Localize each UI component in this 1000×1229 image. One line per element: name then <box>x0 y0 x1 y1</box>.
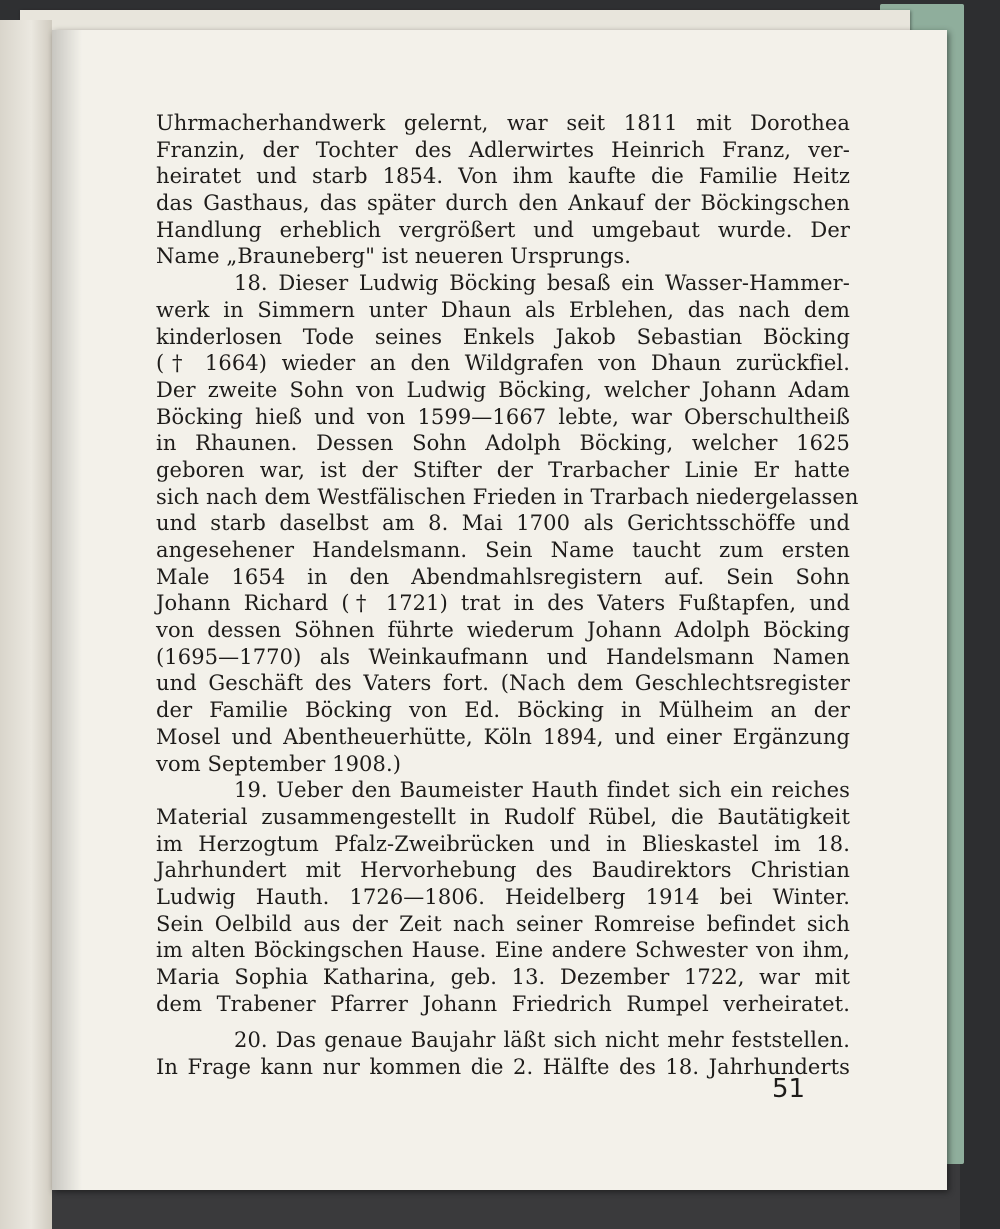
page-number: 51 <box>772 1074 806 1104</box>
text-line: geboren war, ist der Stifter der Trarbacher Linie Er hatte <box>156 457 850 482</box>
text-line: vom September 1908.) <box>156 751 402 776</box>
text-line: Mosel und Abentheuerhütte, Köln 1894, und einer Ergänzung <box>156 724 850 749</box>
text-line: Handlung erheblich vergrößert und umgebaut wurde. Der <box>156 217 850 242</box>
text-line: dem Trabener Pfarrer Johann Friedrich Rumpel verheiratet. <box>156 991 850 1016</box>
text-line: heiratet und starb 1854. Von ihm kaufte die Familie Heitz <box>156 164 850 189</box>
text-line: in Rhaunen. Dessen Sohn Adolph Böcking, welcher 1625 <box>156 431 850 456</box>
text-line: Male 1654 in den Abendmahlsregistern auf. Sein Sohn <box>156 564 850 589</box>
text-line: im alten Böckingschen Hause. Eine andere Schwester von ihm, <box>156 938 850 963</box>
text-line: Johann Richard († 1721) trat in des Vaters Fußtapfen, und <box>156 591 850 616</box>
text-line: Maria Sophia Katharina, geb. 13. Dezember 1722, war mit <box>156 965 850 989</box>
text-line: Ludwig Hauth. 1726—1806. Heidelberg 1914 bei Winter. <box>156 884 850 909</box>
text-line: 20. Das genaue Baujahr läßt sich nicht mehr feststellen. <box>234 1028 850 1053</box>
text-line: Material zusammengestellt in Rudolf Rübel, die Bautätigkeit <box>156 804 850 829</box>
left-page-edge <box>0 20 52 1229</box>
text-line: und Geschäft des Vaters fort. (Nach dem Geschlechtsregister <box>156 671 850 696</box>
text-line: angesehener Handelsmann. Sein Name taucht zum ersten <box>156 538 850 562</box>
text-line: Name „Brauneberg" ist neueren Ursprungs. <box>156 244 632 269</box>
text-line: Sein Oelbild aus der Zeit nach seiner Romreise befindet sich <box>156 911 850 936</box>
text-line: werk in Simmern unter Dhaun als Erblehen, das nach dem <box>156 297 850 322</box>
text-line: und starb daselbst am 8. Mai 1700 als Gerichtsschöffe und <box>156 511 850 536</box>
text-line: sich nach dem Westfälischen Frieden in Trarbach niedergelassen <box>156 484 859 509</box>
text-line: Uhrmacherhandwerk gelernt, war seit 1811 mit Dorothea <box>156 111 850 135</box>
book-page <box>52 30 947 1190</box>
text-line: In Frage kann nur kommen die 2. Hälfte des 18. Jahrhunderts <box>156 1055 850 1080</box>
text-line: kinderlosen Tode seines Enkels Jakob Sebastian Böcking <box>156 324 850 349</box>
page-gutter-shadow <box>52 30 82 1190</box>
text-line: (1695—1770) als Weinkaufmann und Handelsmann Namen <box>156 644 850 669</box>
text-line: 18. Dieser Ludwig Böcking besaß ein Wasser-Hammer- <box>234 271 850 296</box>
text-line: Franzin, der Tochter des Adlerwirtes Heinrich Franz, ver- <box>156 137 850 162</box>
text-line: der Familie Böcking von Ed. Böcking in Mülheim an der <box>156 698 850 723</box>
backdrop-right <box>960 0 1000 1229</box>
text-line: das Gasthaus, das später durch den Ankauf der Böckingschen <box>156 191 850 216</box>
text-line: von dessen Söhnen führte wiederum Johann Adolph Böcking <box>156 618 850 643</box>
text-line: Der zweite Sohn von Ludwig Böcking, welcher Johann Adam <box>156 377 850 402</box>
text-line: († 1664) wieder an den Wildgrafen von Dhaun zurückfiel. <box>156 351 850 376</box>
text-line: Böcking hieß und von 1599—1667 lebte, war Oberschultheiß <box>156 404 850 429</box>
text-line: im Herzogtum Pfalz-Zweibrücken und in Blieskastel im 18. <box>156 831 850 856</box>
text-line: 19. Ueber den Baumeister Hauth findet sich ein reiches <box>234 778 850 803</box>
body-text <box>156 110 859 1081</box>
text-line: Jahrhundert mit Hervorhebung des Baudirektors Christian <box>156 858 850 883</box>
